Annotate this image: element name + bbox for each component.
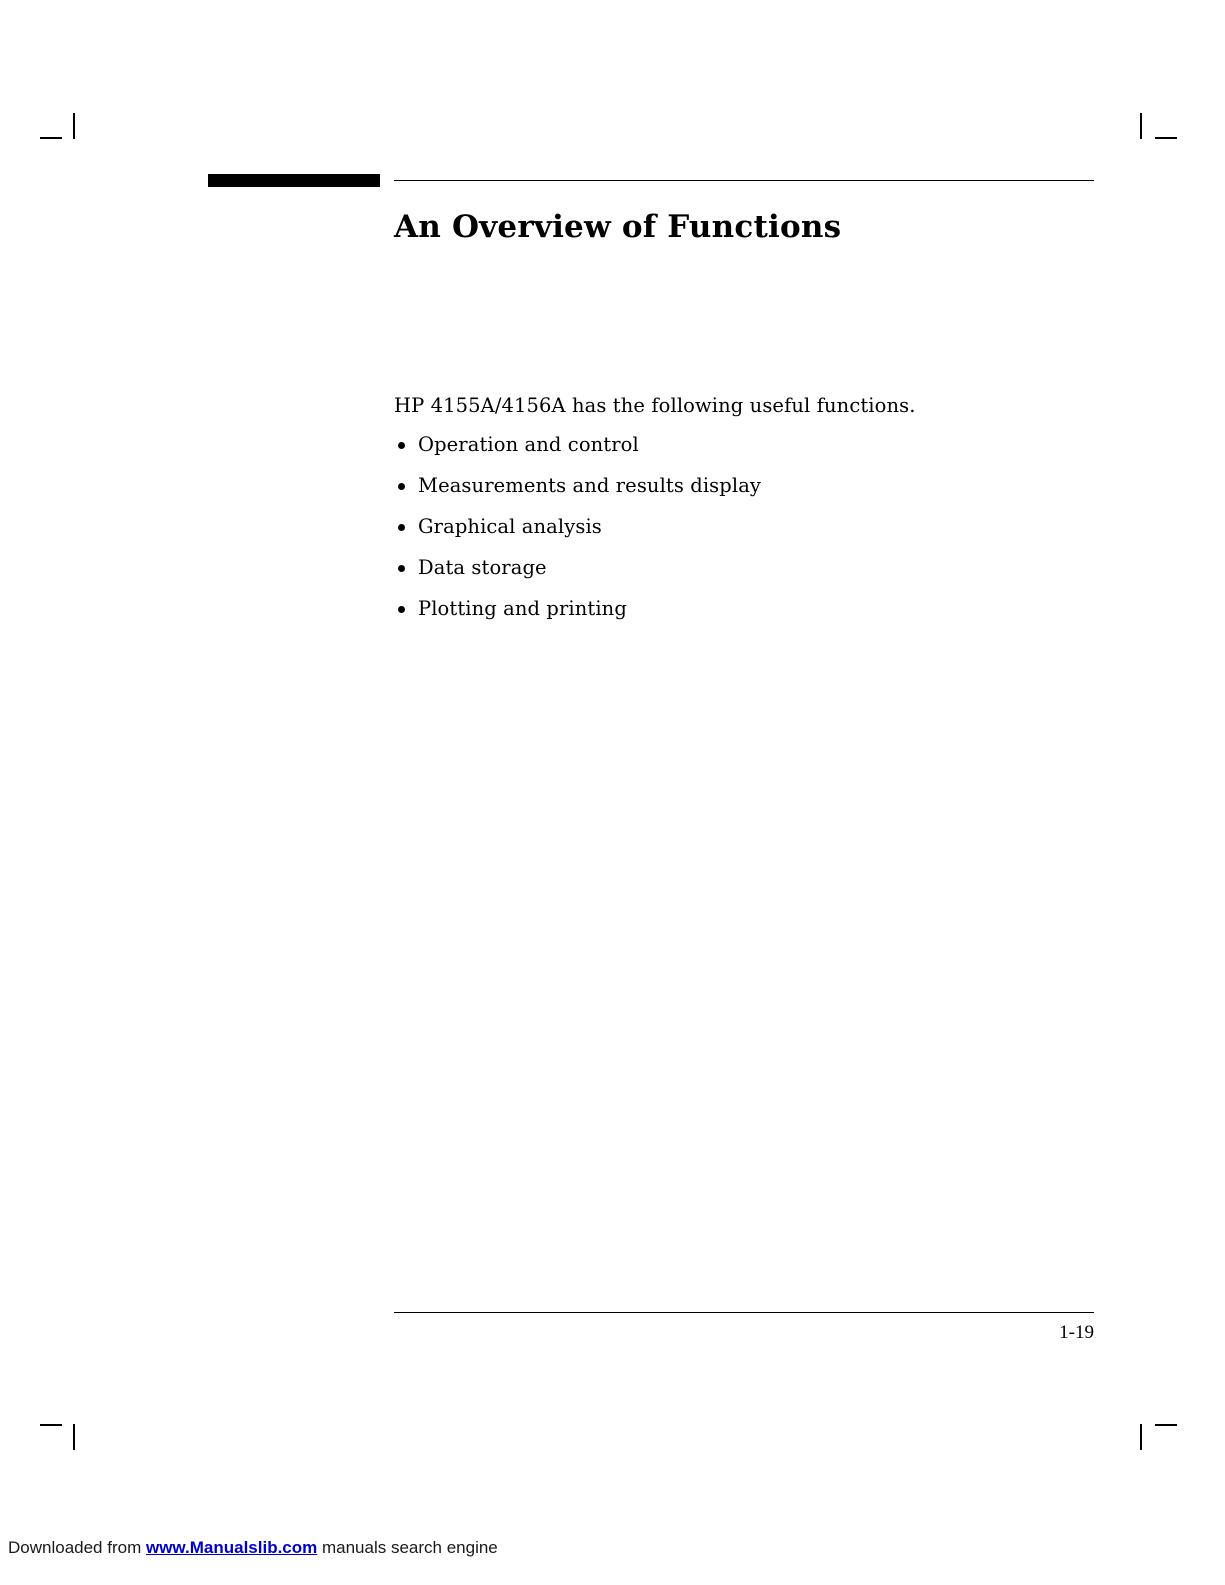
- download-banner-suffix: manuals search engine: [317, 1538, 498, 1557]
- page-number: 1-19: [1059, 1322, 1094, 1343]
- crop-mark-top-left-horizontal: [40, 137, 62, 139]
- crop-mark-bottom-left-horizontal: [40, 1424, 62, 1426]
- body-content: [394, 394, 1094, 638]
- bullet-icon: [398, 606, 405, 613]
- download-banner: [0, 1538, 1225, 1558]
- bullet-icon: [398, 483, 405, 490]
- list-item-label: Graphical analysis: [418, 515, 602, 538]
- list-item: [394, 597, 1094, 620]
- download-banner-prefix: Downloaded from: [8, 1538, 146, 1557]
- bullet-icon: [398, 442, 405, 449]
- crop-mark-bottom-right-horizontal: [1155, 1424, 1177, 1426]
- list-item-label: Measurements and results display: [418, 474, 762, 497]
- crop-mark-top-left-vertical: [73, 113, 75, 139]
- list-item-label: Plotting and printing: [418, 597, 627, 620]
- list-item: [394, 556, 1094, 579]
- crop-mark-top-right-vertical: [1140, 113, 1142, 139]
- bullet-icon: [398, 524, 405, 531]
- chapter-header-rule: [394, 180, 1094, 181]
- intro-paragraph: HP 4155A/4156A has the following useful functions.: [394, 394, 916, 417]
- crop-mark-bottom-right-vertical: [1140, 1424, 1142, 1450]
- page-title: An Overview of Functions: [394, 208, 842, 245]
- chapter-header-black-bar: [208, 174, 380, 187]
- crop-mark-bottom-left-vertical: [73, 1424, 75, 1450]
- list-item-label: Operation and control: [418, 433, 639, 456]
- manualslib-link[interactable]: www.Manualslib.com: [145, 1538, 318, 1557]
- list-item-label: Data storage: [418, 556, 547, 579]
- bullet-icon: [398, 565, 405, 572]
- list-item: [394, 515, 1094, 538]
- list-item: [394, 474, 1094, 497]
- footer-rule: [394, 1312, 1094, 1313]
- list-item: [394, 433, 1094, 456]
- function-list: [394, 433, 1094, 620]
- crop-mark-top-right-horizontal: [1155, 137, 1177, 139]
